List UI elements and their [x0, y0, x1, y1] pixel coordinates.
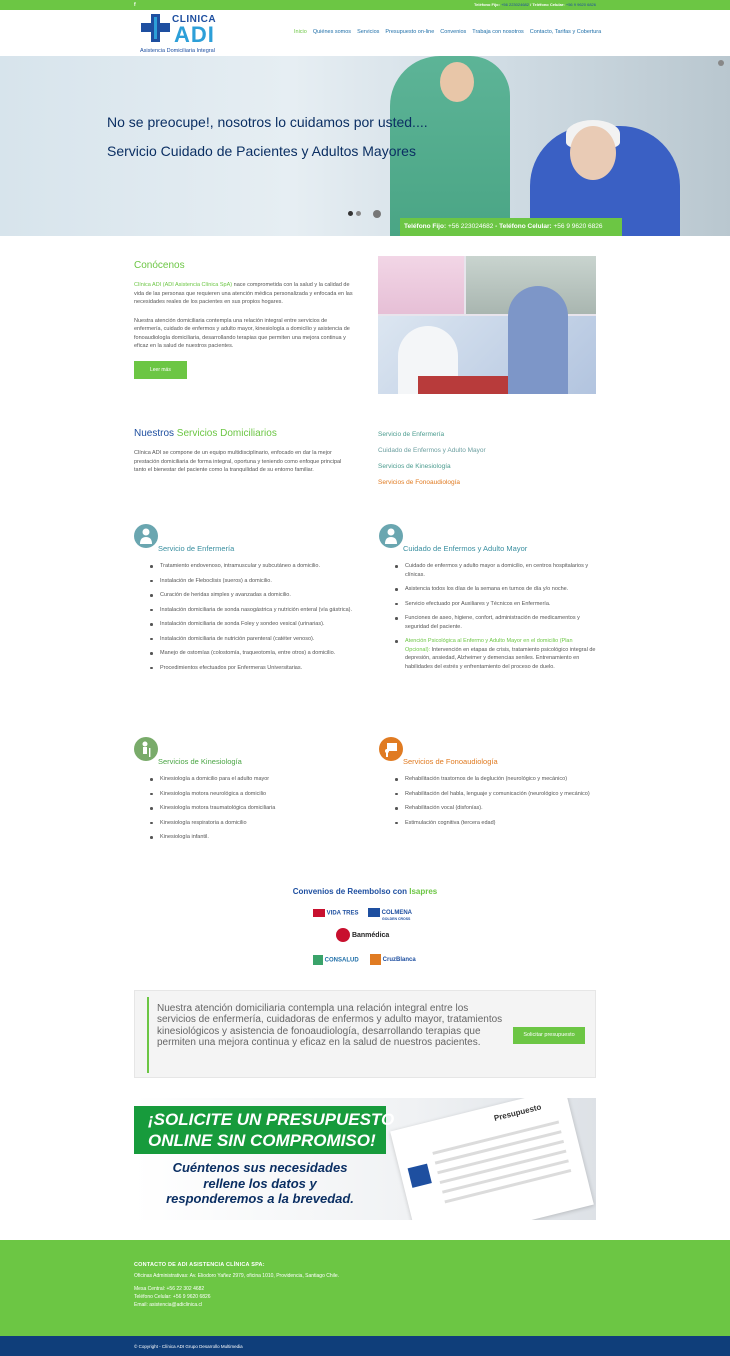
footer-phone-cell: Teléfono Celular: +56 9 9620 6826 [134, 1294, 211, 1300]
service-enfermeria-title: Servicio de Enfermería [158, 544, 235, 553]
nav-convenios[interactable]: Convenios [440, 29, 467, 35]
service-fonoaudiologia-list [379, 775, 599, 833]
services-intro-text: Clínica ADI se compone de un equipo multidisciplinario, enfocado en dar la mejor prestación domiciliaria de forma integral, oportuna y teniendo como enfoque principal tanto el bienestar del paciente como la tranquilidad de su entorno familiar. [134, 450, 342, 473]
nav-trabaja[interactable]: Trabaja con nosotros [472, 29, 524, 35]
main-nav [294, 29, 601, 35]
footer-title: CONTACTO DE ADI ASISTENCIA CLÍNICA SPA: [134, 1262, 265, 1268]
cta-box [134, 990, 596, 1078]
list-item: Instalación domiciliaria de sonda Foley y sondeo vesical (urinarias). [134, 620, 354, 629]
link-enfermeria[interactable]: Servicio de Enfermería [378, 431, 445, 438]
vidatres-logo[interactable]: VIDA TRES [313, 909, 358, 917]
quote-form-image: Presupuesto [390, 1098, 594, 1220]
nurse-icon [134, 524, 158, 548]
slider-dots [348, 211, 361, 216]
list-item: Estimulación cognitiva (tercera edad) [379, 819, 599, 828]
service-enfermeria-list [134, 562, 354, 678]
service-links [378, 431, 486, 486]
request-quote-button[interactable]: Solicitar presupuesto [513, 1027, 585, 1044]
list-item: Tratamiento endovenoso, intramuscular y subcutáneo a domicilio. [134, 562, 354, 571]
list-item: Kinesiología respiratoria a domicilio [134, 819, 354, 828]
hero-nurse-head [440, 62, 474, 102]
service-kinesiologia-list [134, 775, 354, 848]
copyright-text: © Copyright - Clínica ADI Grupo Desarrollo Multimedia [134, 1344, 243, 1349]
consalud-logo[interactable]: CONSALUD [313, 955, 359, 965]
banner-line-2: ONLINE SIN COMPROMISO! [148, 1131, 376, 1150]
footer-email[interactable]: Email: asistencia@adiclinica.cl [134, 1302, 203, 1308]
list-item: Funciones de aseo, higiene, confort, administración de medicamentos y seguridad del paciente. [379, 614, 599, 631]
close-icon[interactable] [718, 60, 724, 66]
nav-quienes-somos[interactable]: Quiénes somos [312, 29, 352, 35]
banmedica-logo[interactable]: Banmédica [336, 928, 389, 942]
copyright-bar [0, 1336, 730, 1356]
service-cuidado-title: Cuidado de Enfermos y Adulto Mayor [403, 544, 528, 553]
list-item: Manejo de ostomías (colostomía, traqueotomía, entre otros) a domicilio. [134, 649, 354, 658]
slider-dot[interactable] [356, 211, 361, 216]
footer-address: Oficinas Administrativas: Av. Eliodoro Yañez 2979, oficina 1010, Providencia, Santiago Chile. [134, 1273, 340, 1279]
site-footer [0, 1240, 730, 1336]
slider-pause-icon[interactable] [373, 210, 381, 218]
list-item: Instalación domiciliaria de nutrición parenteral (catéter venoso). [134, 635, 354, 644]
convenios-title: Convenios de Reembolso con Isapres [292, 887, 438, 896]
banner-line-1: ¡SOLICITE UN PRESUPUESTO [148, 1110, 395, 1129]
about-title: Conócenos [134, 260, 185, 271]
list-item: Cuidado de enfermos y adulto mayor a domicilio, en centros hospitalarios y clínicas. [379, 562, 599, 579]
nav-presupuesto[interactable]: Presupuesto on-line [385, 29, 435, 35]
caregiver-icon [379, 524, 403, 548]
top-phones: Teléfono Fijo: +56 223024682 / Teléfono Celular: +56 9 9620 6826 [474, 2, 596, 7]
hero-patient-head [570, 126, 616, 180]
nav-contacto[interactable]: Contacto, Tarifas y Cobertura [529, 29, 602, 35]
list-item: Kinesiología motora traumatológica domiciliaria [134, 804, 354, 813]
nav-inicio[interactable]: Inicio [294, 29, 307, 35]
hero-slider [0, 56, 730, 236]
service-fonoaudiologia-title: Servicios de Fonoaudiología [403, 757, 498, 766]
list-item: Kinesiología infantil. [134, 833, 354, 842]
top-bar [0, 0, 730, 10]
site-header [0, 10, 730, 56]
list-item: Rehabilitación vocal (disfonías). [379, 804, 599, 813]
about-collage-image [378, 256, 596, 394]
cta-text: Nuestra atención domiciliaria contempla una relación integral entre los servicios de enfermería, cuidadoras de enfermos y adulto mayor, tratamientos kinesiológicos y asistencia de fonoaudiología, desarrollando terapias que permiten una mejora continua y eficaz en la salud de nuestros pacientes. [157, 1003, 503, 1048]
about-section [134, 260, 354, 379]
services-title: Nuestros Servicios Domiciliarios [134, 428, 277, 439]
speech-board-icon [379, 737, 403, 761]
list-item: Curación de heridas simples y avanzadas a domicilio. [134, 591, 354, 600]
slider-dot[interactable] [348, 211, 353, 216]
list-item: Kinesiología motora neurológica a domicilio [134, 790, 354, 799]
clinica-adi-logo[interactable] [140, 12, 230, 56]
list-item: Instalación de Fleboclisis (sueros) a domicilio. [134, 577, 354, 586]
list-item: Procedimientos efectuados por Enfermeras Universitarias. [134, 664, 354, 673]
list-item: Servicio efectuado por Auxiliares y Técnicos en Enfermería. [379, 600, 599, 609]
about-paragraph-1: Clínica ADI (ADI Asistencia Clínica SpA) nace comprometida con la salud y la calidad de vida de las personas que requieren una atención médica personalizada y enfocada en las necesidades reales de los pacientes en sus propios hogares. [134, 282, 353, 305]
medical-cross-icon [140, 12, 172, 44]
list-item: Atención Psicológica al Enfermo y Adulto Mayor en el domicilio (Plan Opcional): Intervención en etapas de crisis, tratamiento psicológico integral de depresión, ansiedad, Alzheimer y demencias seniles. Entrenamiento en habilidades del estrés y enfrentamiento del proceso de duelo. [379, 637, 599, 671]
nav-servicios[interactable]: Servicios [357, 29, 380, 35]
facebook-icon[interactable]: f [134, 2, 136, 8]
cruzblanca-logo[interactable]: CruzBlanca [370, 954, 416, 965]
list-item: Rehabilitación trastornos de la deglución (neurológico y mecánico) [379, 775, 599, 784]
banner-subtitle: Cuéntenos sus necesidades rellene los datos y responderemos a la brevedad. [166, 1160, 354, 1206]
link-kinesiologia[interactable]: Servicios de Kinesiología [378, 463, 451, 470]
list-item: Instalación domiciliaria de sonda nasogástrica y nutrición enteral (vía gástrica). [134, 606, 354, 615]
link-fonoaudiologia[interactable]: Servicios de Fonoaudiología [378, 479, 461, 486]
convenios-section [0, 887, 730, 896]
list-item: Rehabilitación del habla, lenguaje y comunicación (neurológico y mecánico) [379, 790, 599, 799]
logo-tagline: Asistencia Domiciliaria Integral [140, 48, 215, 54]
footer-phone-main: Mesa Central: +56 22 302 4682 [134, 1286, 205, 1292]
hero-headline: No se preocupe!, nosotros lo cuidamos por usted.... [107, 114, 428, 130]
list-item: Kinesiología a domicilio para el adulto mayor [134, 775, 354, 784]
service-kinesiologia-title: Servicios de Kinesiología [158, 757, 242, 766]
services-intro [134, 428, 354, 475]
read-more-button[interactable]: Leer más [134, 361, 187, 379]
about-paragraph-2: Nuestra atención domiciliaria contempla una relación integral entre servicios de enfermería, cuidado de enfermos y adulto mayor, kinesiología a domicilio y asistencia de fonoaudiología domiciliaria, desarrollando terapias que permiten una mejora continua y eficaz en la salud de nuestros pacientes. [134, 317, 350, 349]
logo-clinica: CLINICA [172, 14, 217, 25]
service-cuidado-list [379, 562, 599, 677]
logo-adi: ADI [174, 22, 215, 47]
hero-phone-bar: Teléfono Fijo: +56 223024682 - Teléfono Celular: +56 9 9620 6826 [400, 218, 622, 236]
hero-subheadline: Servicio Cuidado de Pacientes y Adultos Mayores [107, 143, 416, 159]
quote-banner[interactable] [134, 1098, 596, 1220]
link-cuidado[interactable]: Cuidado de Enfermos y Adulto Mayor [378, 447, 486, 454]
list-item: Asistencia todos los días de la semana en turnos de día y/o noche. [379, 585, 599, 594]
colmena-logo[interactable]: COLMENA GOLDEN CROSS [368, 908, 412, 921]
elderly-walker-icon [134, 737, 158, 761]
